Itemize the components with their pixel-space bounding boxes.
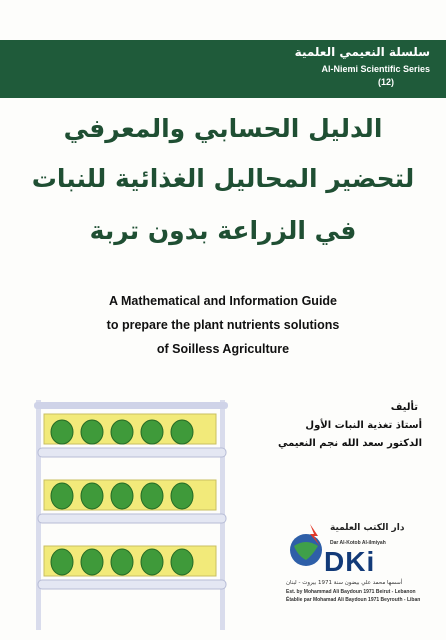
- shelf-3: [38, 546, 226, 589]
- arabic-title-line-2: لتحضير المحاليل الغذائية للنبات: [31, 164, 415, 193]
- shelf-2: [38, 480, 226, 523]
- publisher-name-en: Dar Al-Kotob Al-ilmiyah: [330, 540, 386, 546]
- english-title-line-1: A Mathematical and Information Guide: [108, 294, 338, 308]
- series-number: (12): [377, 77, 394, 87]
- arabic-title-line-3: في الزراعة بدون تربة: [89, 216, 357, 245]
- series-band: [0, 40, 446, 98]
- publisher-mark: DKi: [324, 546, 376, 577]
- hydroponic-shelves-illustration: [34, 400, 234, 630]
- publisher-name-ar: دار الكتب العلمية: [330, 523, 405, 533]
- arabic-title-line-1: الدليل الحسابي والمعرفي: [63, 114, 383, 143]
- english-title-line-2: to prepare the plant nutrients solutions: [106, 318, 340, 332]
- author-name: الدكتور سعد الله نجم النعيمي: [277, 438, 422, 449]
- author-role: أستاذ تغذية النبات الأول: [305, 420, 422, 431]
- english-title-line-3: of Soilless Agriculture: [156, 342, 290, 356]
- series-title-en: Al-Niemi Scientific Series: [321, 64, 430, 74]
- author-label: تأليف: [390, 402, 418, 413]
- publisher-tagline-ar: أسسها محمد علي بيضون سنة 1971 بيروت - لبنان: [286, 580, 403, 586]
- series-title-ar: سلسلة النعيمي العلمية: [294, 45, 430, 59]
- shelf-1: [34, 402, 228, 457]
- publisher-established-en: Est. by Mohammad Ali Baydoun 1971 Beirut - Lebanon: [286, 589, 416, 595]
- publisher-established-fr: Établie par Mohamad Ali Baydoun 1971 Beyrouth - Liban: [286, 597, 421, 603]
